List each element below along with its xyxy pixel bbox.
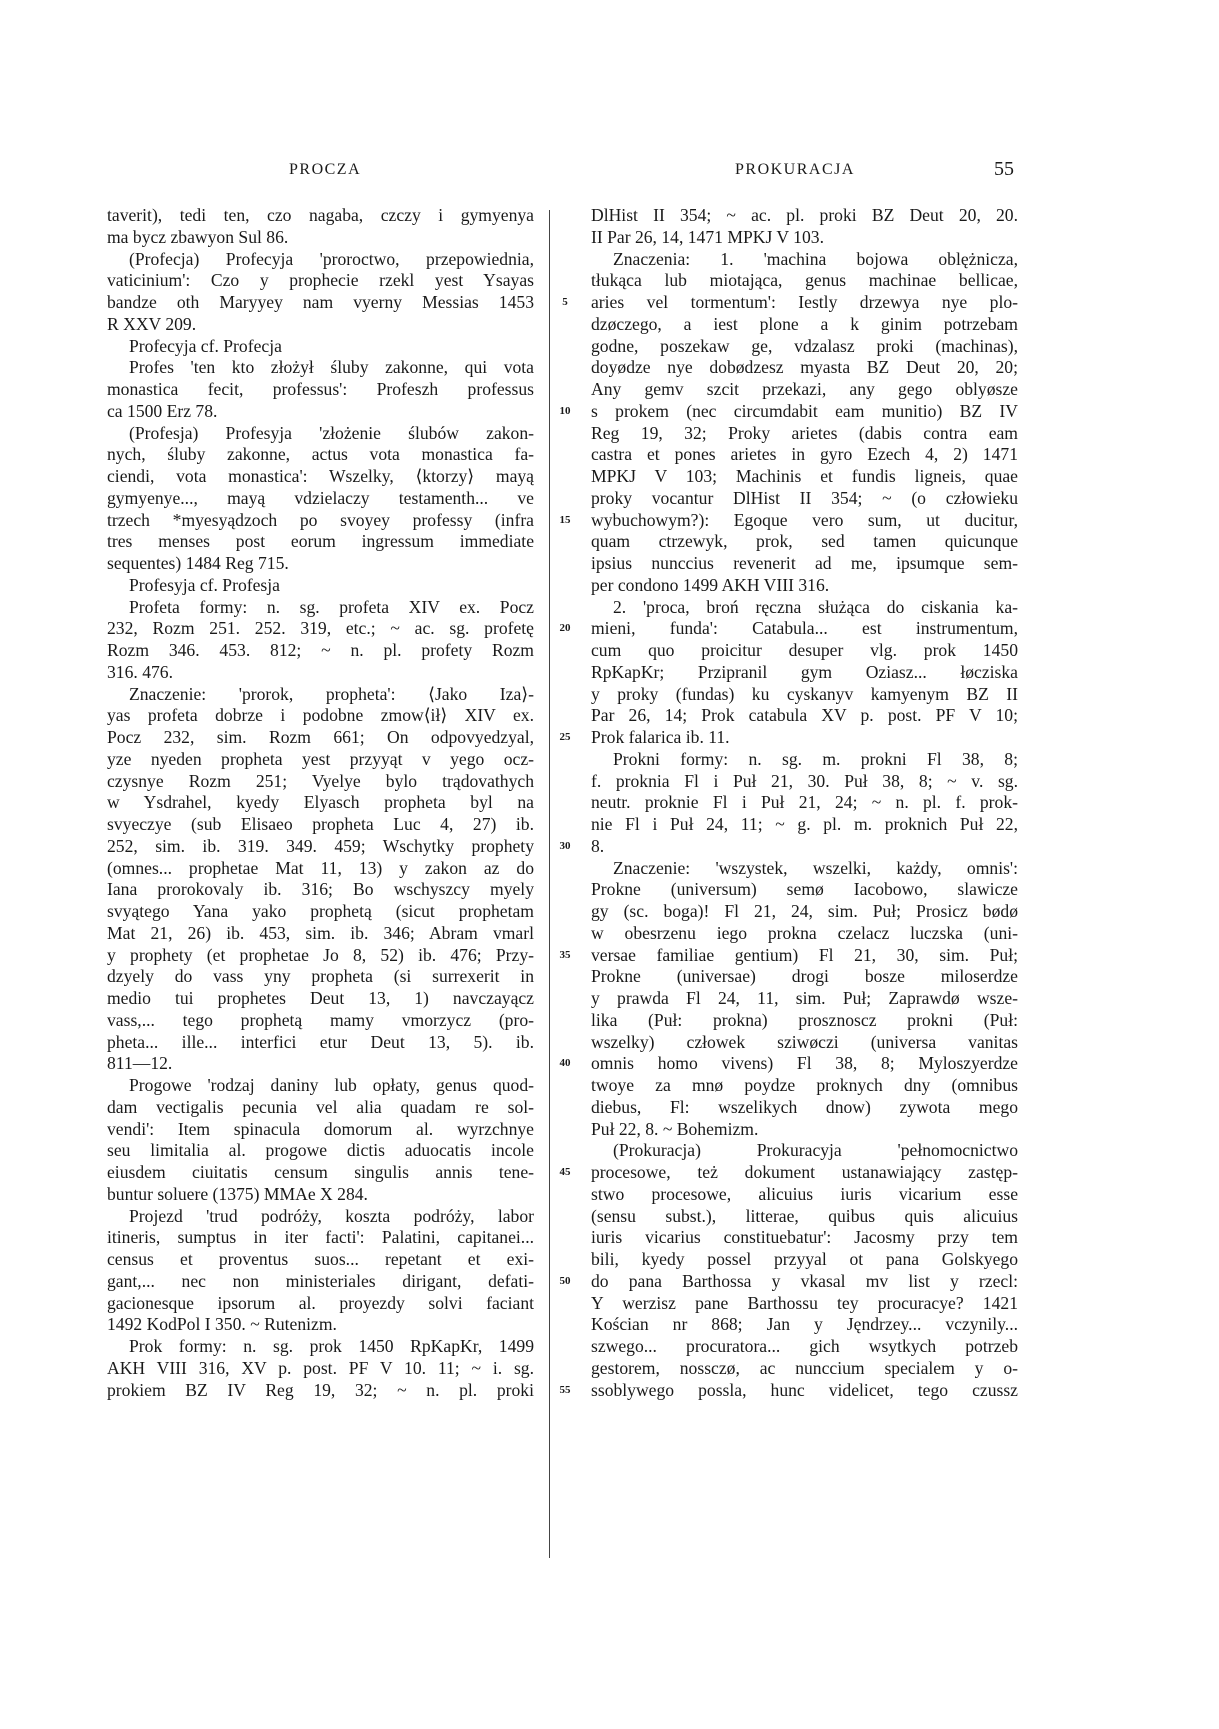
text-line: czysnye Rozm 251; Vyelye bylo trądovathych (107, 770, 534, 791)
text-line: ipsius nunccius revenerit ad me, ipsumque sem- (591, 553, 1018, 573)
text-line: prokiem BZ IV Reg 19, 32; ~ n. pl. proki (107, 1379, 534, 1400)
text-line: dam vectigalis pecunia vel alia quadam re sol- (107, 1096, 534, 1117)
right-column (591, 205, 1018, 1401)
text-line: (Prokuracja) Prokuracyja 'pełnomocnictwo (613, 1140, 1018, 1161)
text-line: 1492 KodPol I 350. ~ Rutenizm. (107, 1314, 337, 1335)
line-number (556, 357, 574, 379)
line-number (556, 966, 574, 988)
text-line: lika (Puł: prokna) prosznoscz prokni (Puł: (591, 1009, 1018, 1030)
text-line: Prokne (universae) drogi bosze miloserdze (591, 966, 1018, 987)
text-line: gant,... nec non ministeriales dirigant, defati- (107, 1270, 534, 1291)
text-line: Y werzisz pane Barthossu tey procuracye? 1421 (591, 1292, 1018, 1313)
running-head-left: PROCZA (289, 161, 362, 178)
line-number (556, 1140, 574, 1162)
text-line: seu limitalia al. progowe dictis aduocatis incole (107, 1140, 534, 1161)
text-line: Any gemv szcit przekazi, any gego oblyøsze (591, 379, 1018, 399)
text-line: nych, śluby zakonne, actus vota monastica fa- (107, 444, 534, 465)
text-line: Progowe 'rodzaj daniny lub opłaty, genus quod- (129, 1075, 534, 1095)
text-line: dzyely do vass yny propheta (si surrexerit in (107, 966, 534, 987)
line-number (556, 336, 574, 358)
text-line: Prok falarica ib. 11. (591, 727, 730, 747)
text-line: y proky (fundas) ku cyskanyv kamyenym BZ II (591, 683, 1018, 704)
text-line: Par 26, 14; Prok catabula XV p. post. PF V 10; (591, 705, 1018, 726)
line-number (556, 379, 574, 401)
text-line: Puł 22, 8. ~ Bohemizm. (591, 1118, 759, 1139)
text-line: w obesrzenu iego prokna czelacz luczska (uni- (591, 922, 1018, 943)
text-line: ssoblywego possla, hunc videlicet, tego czussz (591, 1379, 1018, 1400)
line-number (556, 444, 574, 466)
page-number: 55 (994, 158, 1014, 180)
text-line: f. proknia Fl i Puł 21, 30. Puł 38, 8; ~ v. sg. (591, 770, 1018, 791)
line-number (556, 1119, 574, 1141)
text-line: MPKJ V 103; Machinis et fundis ligneis, quae (591, 466, 1018, 486)
text-line: Znaczenie: 'wszystek, wszelki, każdy, omnis': (613, 857, 1018, 878)
line-number (556, 640, 574, 662)
text-line: Iana prorokovaly ib. 316; Bo wschyszcy myely (107, 879, 534, 900)
text-line: Mat 21, 26) ib. 453, sim. ib. 346; Abram vmarl (107, 922, 534, 943)
line-number: 15 (559, 513, 571, 526)
text-line: castra et pones arietes in gyro Ezech 4, 2) 1471 (591, 444, 1018, 465)
text-line: ciendi, vota monastica': Wszelky, ⟨ktorzy⟩ mayą (107, 466, 534, 486)
text-line: Projezd 'trud podróży, koszta podróży, labor (129, 1205, 534, 1226)
text-line: diebus, Fl: wszelikych dnow) zywota mego (591, 1096, 1018, 1117)
text-line: (Profecja) Profecyja 'proroctwo, przepowiednia, (129, 248, 534, 269)
left-column (107, 205, 534, 1401)
text-line: iuris vicarius constituebatur': Jacosmy przy tem (591, 1227, 1018, 1248)
text-line: Profeta formy: n. sg. profeta XIV ex. Pocz (129, 596, 534, 617)
text-line: wybuchowym?): Egoque vero sum, ut ducitur, (591, 509, 1018, 530)
text-line: 232, Rozm 251. 252. 319, etc.; ~ ac. sg. profetę (107, 618, 534, 639)
text-line: yze nyeden propheta yest przyyąt v yego ocz- (107, 748, 534, 769)
text-line: nie Fl i Puł 24, 11; ~ g. pl. m. proknich Puł 22, (591, 814, 1018, 834)
line-number (556, 597, 574, 619)
text-line: per condono 1499 AKH VIII 316. (591, 574, 830, 595)
text-line: gacionesque ipsorum al. proyezdy solvi faciant (107, 1292, 534, 1313)
text-line: taverit), tedi ten, czo nagaba, czczy i gymyenya (107, 205, 534, 225)
text-line: eiusdem ciuitatis censum singulis annis tene- (107, 1162, 534, 1182)
line-number (556, 814, 574, 836)
text-line: Profecyja cf. Profecja (129, 335, 282, 356)
text-line: stwo procesowe, alicuius iuris vicarium esse (591, 1183, 1018, 1204)
text-line: gymyenye..., mayą vdzielaczy testamenth... ve (107, 487, 534, 508)
line-number (556, 1097, 574, 1119)
line-number (556, 705, 574, 727)
line-number (556, 205, 574, 227)
text-line: Prokne (universum) semø Iacobowo, slawicze (591, 879, 1018, 900)
line-number (556, 1358, 574, 1380)
text-line: svyeczye (sub Elisaeo propheta Luc 4, 27) ib. (107, 814, 534, 834)
line-number (556, 531, 574, 553)
line-number: 45 (559, 1166, 571, 1178)
line-number: 25 (559, 731, 571, 743)
line-number: 35 (559, 948, 571, 961)
text-line: buntur soluere (1375) MMAe X 284. (107, 1183, 368, 1204)
line-number (556, 771, 574, 793)
text-line: ma bycz zbawyon Sul 86. (107, 226, 289, 247)
line-number (556, 466, 574, 488)
line-number (556, 227, 574, 249)
text-line: yas profeta dobrze i podobne zmow⟨ił⟩ XIV ex. (107, 705, 534, 726)
text-line: bandze oth Maryyey nam vyerny Messias 1453 (107, 292, 534, 312)
text-line: sequentes) 1484 Reg 715. (107, 553, 289, 573)
line-number (556, 684, 574, 706)
text-line: vaticinium': Czo y prophecie rzekl yest Ysayas (107, 270, 534, 291)
text-line: R XXV 209. (107, 313, 197, 334)
line-number (556, 553, 574, 575)
line-number (556, 1293, 574, 1315)
line-number (556, 1227, 574, 1249)
line-number-gutter (556, 205, 574, 1401)
line-number (556, 792, 574, 814)
text-line: quam ctrzewyk, prok, sed tamen quicunque (591, 531, 1018, 552)
text-line: svyątego Yana yako prophetą (sicut prophetam (107, 901, 534, 921)
text-line: Kościan nr 868; Jan y Jęndrzey... vczynily... (591, 1314, 1018, 1335)
text-line: bili, kyedy possel przyyal ot pana Golskyego (591, 1249, 1018, 1269)
text-line: Rozm 346. 453. 812; ~ n. pl. profety Rozm (107, 640, 534, 660)
text-line: Pocz 232, sim. Rozm 661; On odpovyedzyal, (107, 727, 534, 747)
text-line: Reg 19, 32; Proky arietes (dabis contra eam (591, 422, 1018, 443)
text-line: proky vocantur DlHist II 354; ~ (o człowieku (591, 487, 1018, 508)
text-line: (omnes... prophetae Mat 11, 13) y zakon az do (107, 857, 534, 878)
text-line: ca 1500 Erz 78. (107, 400, 218, 421)
text-line: (Profesja) Profesyja 'złożenie ślubów zakon- (129, 422, 534, 443)
text-line: mieni, funda': Catabula... est instrumentum, (591, 618, 1018, 639)
text-line: gy (sc. boga)! Fl 21, 24, sim. Puł; Prosicz bødø (591, 901, 1018, 921)
line-number (556, 1336, 574, 1358)
line-number (556, 575, 574, 597)
text-line: 316. 476. (107, 661, 173, 682)
line-number (556, 1184, 574, 1206)
line-number: 20 (559, 622, 571, 635)
line-number (556, 1206, 574, 1228)
text-line: Prokni formy: n. sg. m. prokni Fl 38, 8; (613, 748, 1018, 769)
text-line: dzøczego, a iest plone a k ginim potrzebam (591, 313, 1018, 334)
text-line: cum quo proicitur desuper vlg. prok 1450 (591, 640, 1018, 660)
text-line: twoye za mnø poydze proknych dny (omnibus (591, 1075, 1018, 1095)
text-line: 2. 'proca, broń ręczna służąca do ciskania ka- (613, 596, 1018, 617)
text-line: w Ysdrahel, kyedy Elyasch propheta byl na (107, 792, 534, 813)
line-number (556, 1075, 574, 1097)
text-line: szwego... procuratora... gich wsytkych potrzeb (591, 1336, 1018, 1356)
line-number (556, 879, 574, 901)
line-number: 40 (559, 1057, 571, 1070)
text-line: tres menses post eorum ingressum immediate (107, 531, 534, 552)
text-line: s prokem (nec circumdabit eam munitio) BZ IV (591, 400, 1018, 421)
line-number (556, 858, 574, 880)
line-number (556, 988, 574, 1010)
text-line: vendi': Item spinacula domorum al. wyrzchnye (107, 1118, 534, 1139)
text-line: trzech *myesyądzoch po svoyey professy (infra (107, 509, 534, 530)
line-number (556, 314, 574, 336)
column-rule (549, 210, 550, 1558)
text-line: godne, poszekaw ge, vdzalasz proki (machinas), (591, 335, 1018, 356)
text-line: itineris, sumptus in iter facti': Palatini, capitanei... (107, 1227, 534, 1248)
text-line: medio tui prophetes Deut 13, 1) navczayącz (107, 988, 534, 1008)
text-line: vass,... tego prophetą mamy vmorzycz (pro- (107, 1009, 534, 1030)
text-line: wszelky) człowek sziwøczi (universa vanitas (591, 1031, 1018, 1052)
line-number (556, 901, 574, 923)
running-head-right: PROKURACJA (735, 161, 855, 178)
line-number: 5 (562, 296, 568, 308)
text-line: omnis homo vivens) Fl 38, 8; Myloszyerdze (591, 1053, 1018, 1074)
line-number (556, 1314, 574, 1336)
line-number (556, 249, 574, 271)
line-number: 50 (559, 1274, 571, 1287)
text-line: monastica fecit, professus': Profeszh professus (107, 379, 534, 399)
text-line: (sensu subst.), litterae, quibus quis alicuius (591, 1205, 1018, 1226)
line-number (556, 662, 574, 684)
text-line: do pana Barthossa y vkasal mv list y rzecl: (591, 1270, 1018, 1291)
text-line: procesowe, też dokument ustanawiający zastęp- (591, 1162, 1018, 1182)
text-line: Prok formy: n. sg. prok 1450 RpKapKr, 1499 (129, 1336, 534, 1356)
line-number: 30 (559, 839, 571, 852)
text-line: tłukąca lub miotająca, genus machinae bellicae, (591, 270, 1018, 291)
line-number (556, 1032, 574, 1054)
text-line: 811—12. (107, 1053, 173, 1074)
text-line: RpKapKr; Przipranil gym Oziasz... łøcziska (591, 661, 1018, 682)
line-number: 55 (559, 1383, 571, 1396)
text-line: census et proventus suos... repetant et exi- (107, 1249, 534, 1269)
text-line: pheta... ille... interfici etur Deut 13, 5). ib. (107, 1031, 534, 1052)
text-line: II Par 26, 14, 1471 MPKJ V 103. (591, 226, 824, 247)
text-line: gestorem, nossczø, ac nunccium specialem y o- (591, 1357, 1018, 1378)
line-number (556, 749, 574, 771)
line-number (556, 1010, 574, 1032)
text-line: 8. (591, 835, 605, 856)
text-line: Znaczenia: 1. 'machina bojowa oblężnicza, (613, 248, 1018, 269)
line-number: 10 (559, 404, 571, 417)
text-line: 252, sim. ib. 319. 349. 459; Wschytky prophety (107, 835, 534, 856)
text-line: DlHist II 354; ~ ac. pl. proki BZ Deut 20, 20. (591, 205, 1018, 225)
text-line: y prophety (et prophetae Jo 8, 52) ib. 476; Przy- (107, 944, 534, 965)
text-line: Profes 'ten kto złożył śluby zakonne, qui vota (129, 357, 534, 378)
text-line: neutr. proknie Fl i Puł 21, 24; ~ n. pl. f. prok- (591, 792, 1018, 813)
line-number (556, 1249, 574, 1271)
text-line: Profesyja cf. Profesja (129, 574, 280, 595)
line-number (556, 423, 574, 445)
text-line: aries vel tormentum': Iestly drzewya nye plo- (591, 292, 1018, 312)
text-line: y prawda Fl 24, 11, sim. Puł; Zaprawdø wsze- (591, 988, 1018, 1008)
line-number (556, 488, 574, 510)
text-line: versae familiae gentium) Fl 21, 30, sim. Puł; (591, 944, 1018, 965)
text-line: Znaczenie: 'prorok, propheta': ⟨Jako Iza⟩- (129, 683, 534, 704)
text-line: AKH VIII 316, XV p. post. PF V 10. 11; ~ i. sg. (107, 1357, 534, 1378)
line-number (556, 270, 574, 292)
line-number (556, 923, 574, 945)
text-line: doyødze nye dobødzesz myasta BZ Deut 20, 20; (591, 357, 1018, 378)
